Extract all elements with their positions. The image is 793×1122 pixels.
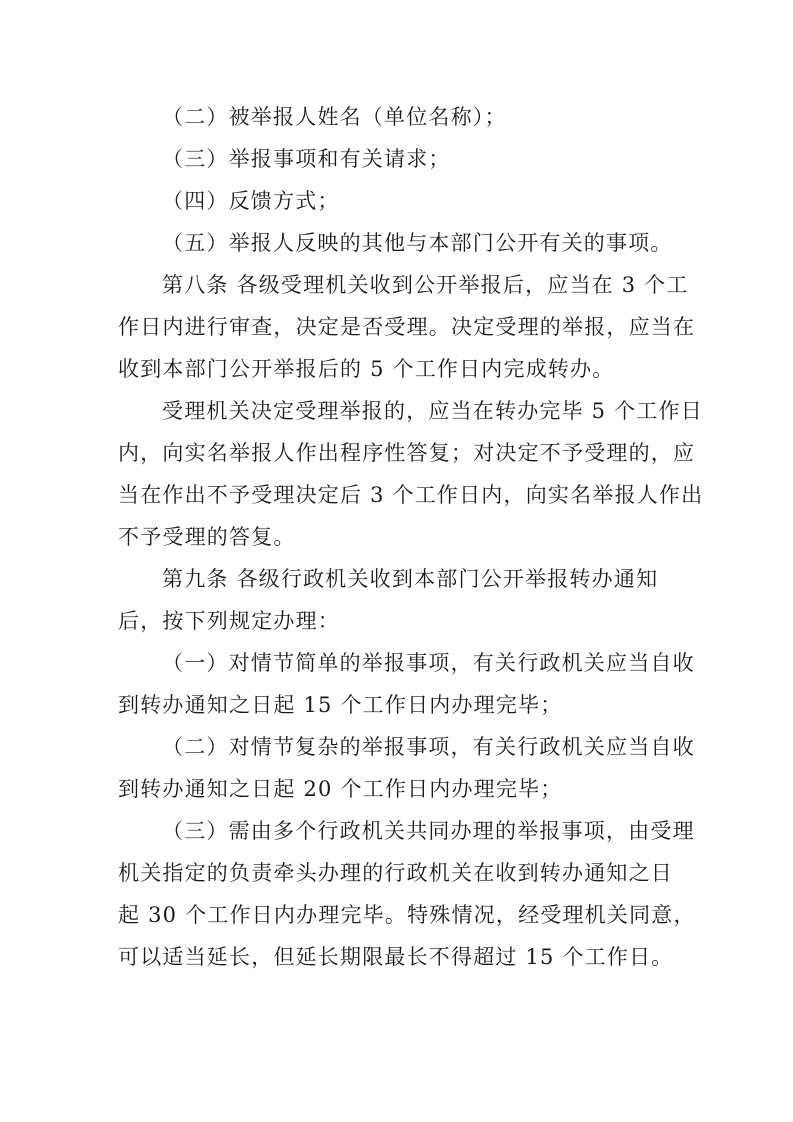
- text-line: （二）对情节复杂的举报事项，有关行政机关应当自收: [162, 735, 695, 759]
- text-line: 起 30 个工作日内办理完毕。特殊情况，经受理机关同意，: [118, 903, 696, 927]
- text-line: 第八条 各级受理机关收到公开举报后，应当在 3 个工: [162, 273, 689, 297]
- text-line: （二）被举报人姓名（单位名称）；: [162, 105, 507, 129]
- text-line: 第九条 各级行政机关收到本部门公开举报转办通知: [162, 567, 659, 591]
- text-line: （一）对情节简单的举报事项，有关行政机关应当自收: [162, 651, 695, 675]
- text-line: 可以适当延长，但延长期限最长不得超过 15 个工作日。: [118, 945, 674, 969]
- text-line: 到转办通知之日起 15 个工作日内办理完毕；: [118, 693, 563, 717]
- text-line: （四）反馈方式；: [162, 189, 340, 213]
- text-line: （五）举报人反映的其他与本部门公开有关的事项。: [162, 231, 673, 255]
- text-line: （三）需由多个行政机关共同办理的举报事项，由受理: [162, 819, 695, 843]
- text-line: 后，按下列规定办理：: [118, 609, 340, 633]
- text-line: 内，向实名举报人作出程序性答复；对决定不予受理的，应: [118, 441, 696, 465]
- text-line: （三）举报事项和有关请求；: [162, 147, 451, 171]
- text-line: 当在作出不予受理决定后 3 个工作日内，向实名举报人作出: [118, 483, 704, 507]
- text-line: 机关指定的负责牵头办理的行政机关在收到转办通知之日: [118, 861, 673, 885]
- text-line: 收到本部门公开举报后的 5 个工作日内完成转办。: [118, 357, 615, 381]
- text-line: 到转办通知之日起 20 个工作日内办理完毕；: [118, 777, 563, 801]
- text-line: 不予受理的答复。: [118, 525, 296, 549]
- text-line: 受理机关决定受理举报的，应当在转办完毕 5 个工作日: [162, 399, 703, 423]
- text-line: 作日内进行审查，决定是否受理。决定受理的举报，应当在: [118, 315, 696, 339]
